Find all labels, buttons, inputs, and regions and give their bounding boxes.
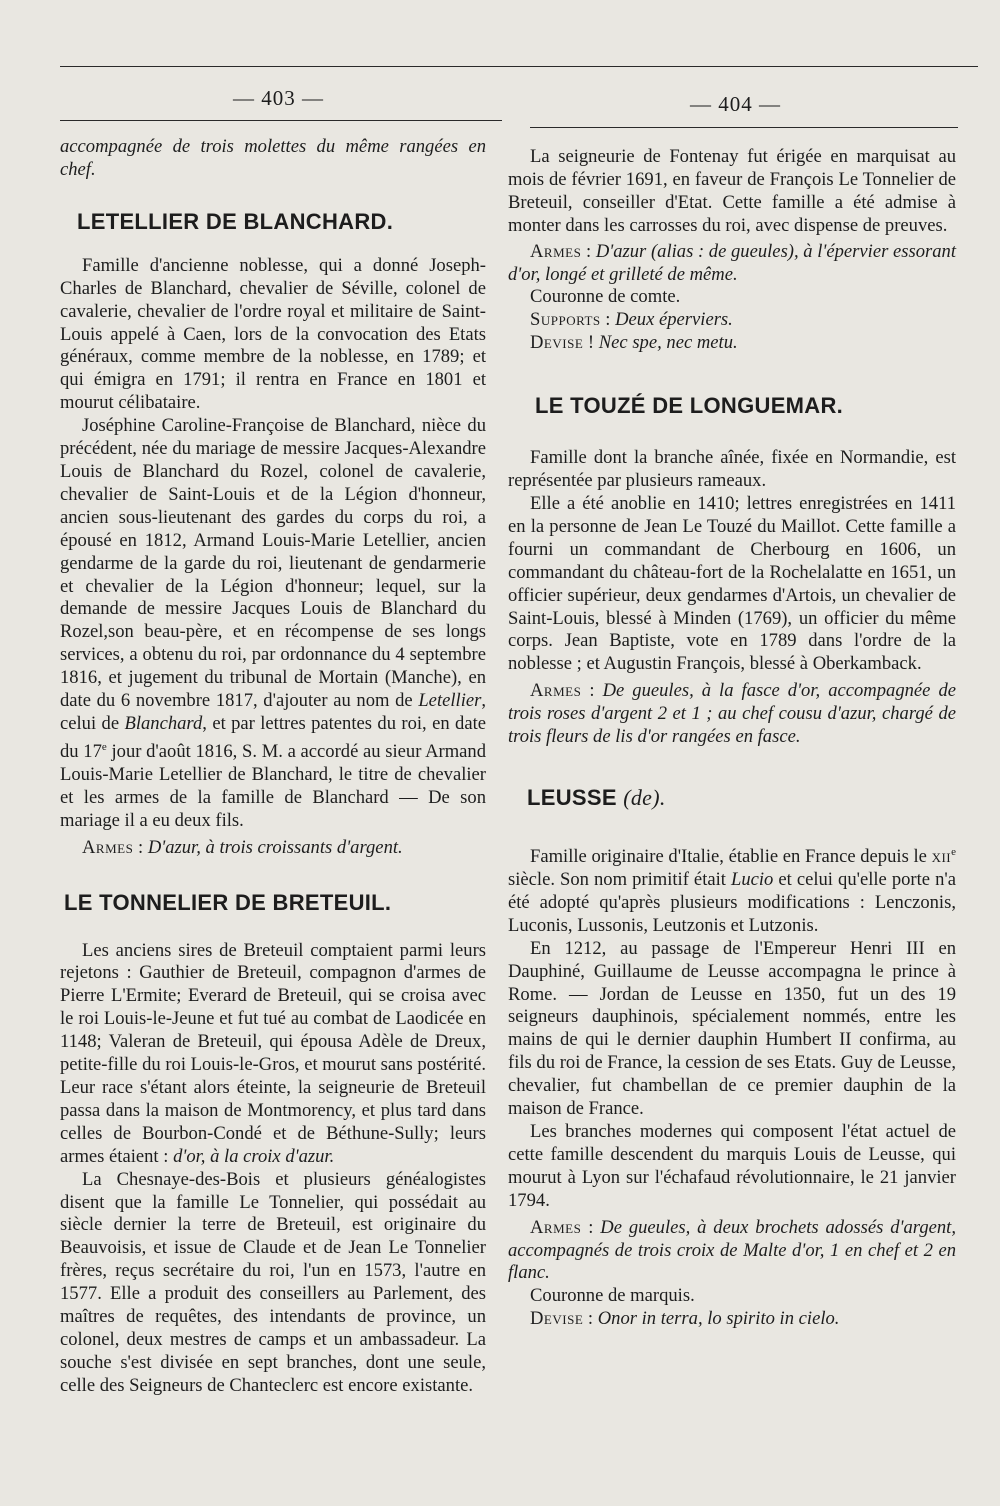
letellier-p2-italic-2: Blanchard <box>124 712 203 734</box>
letellier-arms-label: Armes <box>82 836 134 858</box>
letellier-p2-italic-1: Letellier <box>418 690 482 712</box>
letellier-p2-text-c: , et par lettres patentes du roi, en date du 17 <box>60 712 486 763</box>
leusse-title-particle: (de). <box>623 784 666 810</box>
breteuil-supports <box>508 309 956 332</box>
touze-arms-label: Armes <box>530 680 582 702</box>
letellier-arms <box>60 837 486 860</box>
touze-arms-text: De gueules, à la fasce d'or, accompagnée de trois roses d'argent 2 et 1 ; au chef cousu d'azur, chargé de trois fleurs de lis d'or rangées en fasce. <box>508 680 956 748</box>
touze-arms-sep: : <box>581 680 603 702</box>
letellier-p2-text-a: Joséphine Caroline-Françoise de Blanchard, nièce du précédent, née du mariage de messire Jacques-Alexandre Louis de Blanchard du Rozel, colonel de cavalerie, chevalier de Saint-Louis et de la Légion d'honneur, ancien sous-lieutenant des gardes du corps du roi, a épousé en 1812, Armand Louis-Marie Letellier, ancien gendarme de la garde du roi, lieutenant de gendarmerie et chevalier de la Légion d'honneur; lequel, sur la demande de messire Jacques Louis de Blanchard du Rozel,son beau-père, et en récompense de ses longs services, a obtenu du roi, par ordonnance du 4 septembre 1816, et jugement du tribunal de Mortain (Manche), en date du 6 novembre 1817, d'ajouter au nom de <box>60 415 486 712</box>
letellier-paragraph-2 <box>60 415 486 833</box>
tonnelier-p1-italic: d'or, à la croix d'azur. <box>173 1145 335 1167</box>
left-page-number: — 403 — <box>233 86 324 110</box>
tonnelier-p1-text: Les anciens sires de Breteuil comptaient parmi leurs rejetons : Gauthier de Breteuil, compagnon d'armes de Pierre L'Ermite; Everard de Breteuil, qui se croisa avec le roi Louis-le-Jeune et fut tué au combat de Laodicée en 1148; Valeran de Breteuil, qui épousa Adèle de Dreux, petite-fille du roi Louis-le-Gros, et mourut sans postérité. Leur race s'étant alors éteinte, la seigneurie de Breteuil passa dans la maison de Montmorency, et plus tard dans celles de Bourbon-Condé et de Béthune-Sully; leurs armes étaient : <box>60 939 487 1167</box>
section-title-touze: LE TOUZÉ DE LONGUEMAR. <box>535 393 844 419</box>
right-column <box>508 130 956 1331</box>
left-header-rule <box>60 120 502 121</box>
leusse-p1-text-a: Famille originaire d'Italie, établie en France depuis le <box>530 846 932 868</box>
leusse-devise-label: Devise <box>530 1308 584 1330</box>
breteuil-devise-sep: ! <box>583 332 599 354</box>
letellier-paragraph-1: Famille d'ancienne noblesse, qui a donné Joseph-Charles de Blanchard, chevalier de Séville, colonel de cavalerie, chevalier de l'ordre royal et militaire de Saint-Louis appelé à Caen, lors de la convocation des Etats généraux, comme membre de la noblesse, en 1789; et qui émigra en 1791; il rentra en France en 1801 et mourut célibataire. <box>60 254 486 414</box>
letellier-p2-text-d: jour d'août 1816, S. M. a accordé au sieur Armand Louis-Marie Letellier de Blanchard, le titre de chevalier et les armes de la famille de Blanchard — De son mariage il a eu deux fils. <box>60 741 486 831</box>
tonnelier-paragraph-1 <box>60 940 486 1169</box>
touze-paragraph-1: Famille dont la branche aînée, fixée en Normandie, est représentée par plusieurs rameaux. <box>508 447 956 492</box>
leusse-arms-sep: : <box>581 1216 601 1238</box>
tonnelier-paragraph-2: La Chesnaye-des-Bois et plusieurs généalogistes disent que la famille Le Tonnelier, qui possédait au siècle dernier la terre de Breteuil, est originaire du Beauvoisis, et issue de Claude et de Jean Le Tonnelier frères, reçus secrétaire du roi, l'un en 1573, l'autre en 1577. Elle a produit des conseillers au Parlement, des maîtres de requêtes, des intendants de province, un colonel, deux mestres de camps et un ambassadeur. La souche s'est divisée en sept branches, dont une seule, celle des Seigneurs de Chanteclerc est encore existante. <box>60 1168 486 1396</box>
section-title-tonnelier: LE TONNELIER DE BRETEUIL. <box>64 889 392 915</box>
left-intro-text: accompagnée de trois molettes du même rangées en chef. <box>60 136 486 180</box>
leusse-devise-text: Onor in terra, lo spirito in cielo. <box>597 1308 840 1330</box>
letellier-arms-text: D'azur, à trois croissants d'argent. <box>147 836 403 858</box>
breteuil-supports-sep: : <box>600 309 616 331</box>
leusse-arms-label: Armes <box>530 1216 582 1238</box>
right-page-number: — 404 — <box>690 92 781 116</box>
leusse-p1-superscript: e <box>951 845 956 858</box>
leusse-crown: Couronne de marquis. <box>530 1285 695 1307</box>
breteuil-arms-text: D'azur (alias : de gueules), à l'épervier essorant d'or, longé et grilleté de même. <box>508 240 956 285</box>
breteuil-crown: Couronne de comte. <box>530 286 681 308</box>
leusse-arms <box>508 1217 956 1286</box>
leusse-arms-text: De gueules, à deux brochets adossés d'argent, accompagnés de trois croix de Malte d'or, 1 en chef et 2 en flanc. <box>508 1216 956 1284</box>
header-top-rule <box>60 66 978 67</box>
breteuil-devise <box>508 332 956 355</box>
leusse-p1-text-c: et celui qu'elle porte n'a été adopté qu'après plusieurs modifications : Lenczonis, Luconis, Lussonis, Leutzonis et Lutzonis. <box>508 869 956 936</box>
breteuil-fontenay-paragraph: La seigneurie de Fontenay fut érigée en marquisat au mois de février 1691, en faveur de François Le Tonnelier de Breteuil, conseiller d'Etat. Cette famille a été admise à monter dans les carrosses du roi, avec dispense de preuves. <box>508 146 956 236</box>
breteuil-arms-label: Armes <box>530 240 582 262</box>
leusse-title-name: LEUSSE <box>527 784 617 810</box>
leusse-p1-italic: Lucio <box>730 869 774 891</box>
breteuil-arms-sep: : <box>581 240 596 262</box>
leusse-devise <box>508 1308 956 1331</box>
right-header-rule <box>530 127 958 128</box>
leusse-paragraph-3: Les branches modernes qui composent l'état actuel de cette famille descendent du marquis Louis de Leusse, qui mourut à Lyon sur l'échafaud révolutionnaire, le 21 janvier 1794. <box>508 1121 956 1211</box>
leusse-p1-text-b: siècle. Son nom primitif était <box>508 869 731 891</box>
breteuil-supports-label: Supports <box>530 309 601 331</box>
letellier-arms-sep: : <box>133 836 148 858</box>
section-title-letellier: LETELLIER DE BLANCHARD. <box>77 208 394 234</box>
touze-arms <box>508 680 956 749</box>
letellier-p2-text-b: , celui de <box>60 690 486 734</box>
leusse-paragraph-2: En 1212, au passage de l'Empereur Henri III en Dauphiné, Guillaume de Leusse accompagna le prince à Rome. — Jordan de Leusse en 1350, fut un des 19 seigneurs dauphinois, spécialement nommés, entre les mains de qui le dernier dauphin Humbert II confirma, au fils du roi de France, la cession de ses Etats. Guy de Leusse, chevalier, fut chambellan de ce premier dauphin de la maison de France. <box>508 937 956 1120</box>
leusse-devise-sep: : <box>583 1308 598 1330</box>
leusse-p1-century: xii <box>931 846 952 868</box>
breteuil-arms <box>508 241 956 287</box>
touze-paragraph-2: Elle a été anoblie en 1410; lettres enregistrées en 1411 en la personne de Jean Le Touzé du Maillot. Cette famille a fourni un commandant de Cherbourg en 1606, un commandant du château-fort de la Rochelalatte en 1651, un officier supérieur, deux gendarmes d'Artois, un chevalier de Saint-Louis, blessé à Minden (1769), un officier du même corps. Jean Baptiste, vote en 1789 dans l'ordre de la noblesse ; et Augustin François, blessé à Oberkamback. <box>508 492 956 675</box>
letellier-p2-superscript: e <box>101 740 107 753</box>
breteuil-devise-label: Devise <box>530 332 584 354</box>
left-column <box>60 130 486 1398</box>
section-title-leusse <box>527 785 956 811</box>
breteuil-devise-text: Nec spe, nec metu. <box>598 332 738 354</box>
breteuil-supports-text: Deux éperviers. <box>615 309 733 331</box>
leusse-paragraph-1 <box>508 841 956 938</box>
